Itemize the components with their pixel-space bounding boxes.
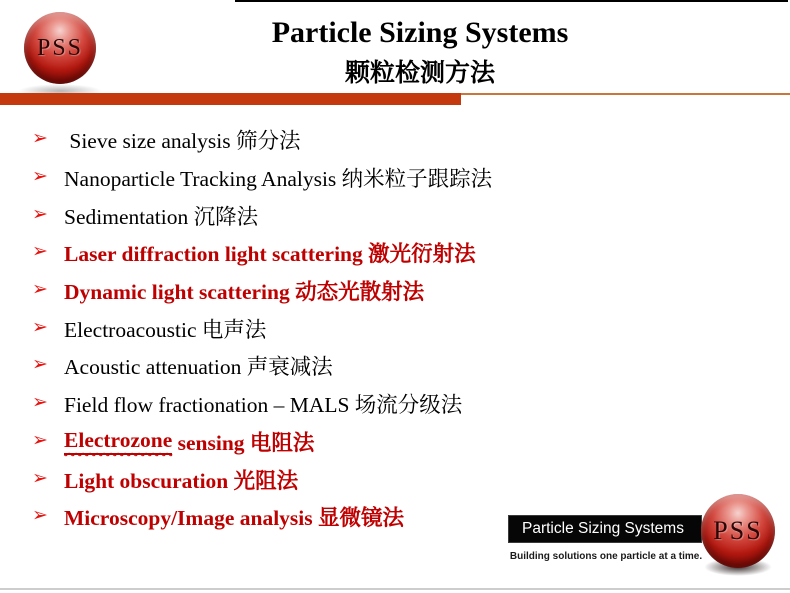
brand-bar-label: Particle Sizing Systems — [522, 520, 684, 537]
item-label: sensing 电阻法 — [172, 430, 315, 455]
header — [170, 16, 670, 89]
accent-bar-thin — [461, 93, 790, 95]
brand-bar — [508, 515, 702, 543]
tagline: Building solutions one particle at a time. — [509, 551, 703, 562]
item-underlined-word: Electrozone — [64, 428, 172, 455]
list-item-emphasized — [32, 460, 772, 498]
arrow-bullet-icon: ➢ — [32, 353, 48, 376]
arrow-bullet-icon: ➢ — [32, 202, 48, 225]
arrow-bullet-icon: ➢ — [32, 466, 48, 489]
list-item — [32, 309, 772, 347]
arrow-bullet-icon: ➢ — [32, 127, 48, 150]
item-label: Nanoparticle Tracking Analysis 纳米粒子跟踪法 — [64, 167, 493, 192]
bottom-rule — [0, 588, 790, 590]
arrow-bullet-icon: ➢ — [32, 315, 48, 338]
page-subtitle: 颗粒检测方法 — [344, 58, 495, 87]
list-item — [32, 196, 772, 234]
list-item-emphasized — [32, 423, 772, 461]
arrow-bullet-icon: ➢ — [32, 240, 48, 263]
item-label: Dynamic light scattering 动态光散射法 — [64, 280, 425, 305]
pss-sphere-icon — [24, 12, 96, 84]
pss-logo-label: PSS — [36, 34, 84, 61]
item-label: Sedimentation 沉降法 — [64, 204, 259, 229]
item-label: Microscopy/Image analysis 显微镜法 — [64, 506, 405, 531]
item-label: Sieve size analysis 筛分法 — [64, 129, 301, 154]
page-title: Particle Sizing Systems — [271, 16, 569, 49]
item-label: Acoustic attenuation 声衰减法 — [64, 355, 333, 380]
arrow-bullet-icon: ➢ — [32, 278, 48, 301]
arrow-bullet-icon: ➢ — [32, 391, 48, 414]
pss-logo-top — [24, 12, 96, 84]
method-list — [32, 121, 772, 536]
pss-logo-bottom — [701, 494, 775, 568]
item-label: Light obscuration 光阻法 — [64, 468, 299, 493]
list-item — [32, 385, 772, 423]
arrow-bullet-icon: ➢ — [32, 504, 48, 527]
list-item-emphasized — [32, 272, 772, 310]
arrow-bullet-icon: ➢ — [32, 428, 48, 451]
list-item — [32, 121, 772, 159]
list-item-emphasized — [32, 234, 772, 272]
accent-bar — [0, 93, 461, 105]
item-label: Electroacoustic 电声法 — [64, 317, 267, 342]
list-item — [32, 347, 772, 385]
list-item — [32, 159, 772, 197]
pss-sphere-icon — [701, 494, 775, 568]
top-rule — [235, 0, 788, 2]
arrow-bullet-icon: ➢ — [32, 165, 48, 188]
item-label: Field flow fractionation – MALS 场流分级法 — [64, 393, 463, 418]
pss-logo-label: PSS — [713, 516, 763, 545]
item-label: Laser diffraction light scattering 激光衍射法 — [64, 242, 476, 267]
